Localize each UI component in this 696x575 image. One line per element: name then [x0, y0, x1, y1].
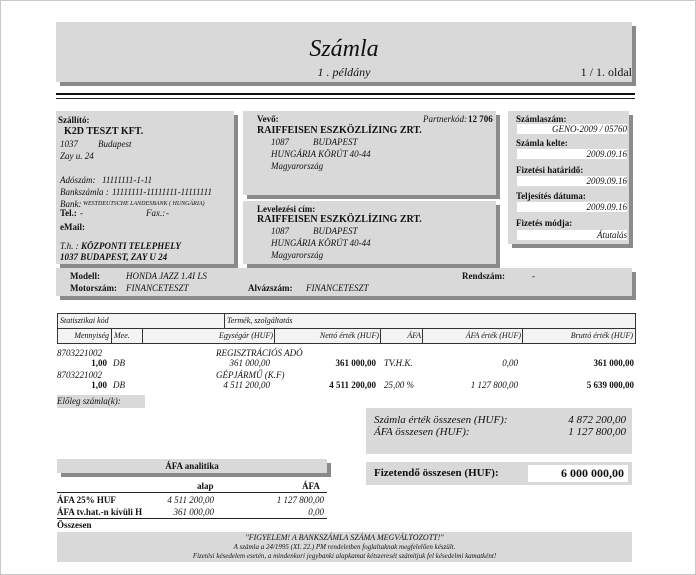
- item-2-vat: 25,00 %: [384, 380, 414, 390]
- item-2-net: 4 511 200,00: [329, 380, 376, 390]
- unit-price-header: Egységár (HUF): [142, 329, 275, 343]
- payment-method-label: Fizetés módja:: [516, 218, 573, 228]
- net-total-label: Számla érték összesen (HUF):: [374, 414, 508, 426]
- vat-total-label: ÁFA összesen (HUF):: [374, 426, 470, 438]
- buyer-label: Vevő:: [257, 114, 279, 124]
- issue-date: 2009.09.16: [517, 149, 627, 159]
- item-1-qty: 1,00: [91, 358, 107, 368]
- separator-double-2: [56, 98, 635, 99]
- partner-code-label: Partnerkód:: [423, 114, 467, 124]
- page-number: 1 / 1. oldal: [580, 65, 632, 79]
- invoice-header: [56, 22, 632, 82]
- due-date-label: Fizetési határidő:: [516, 165, 584, 175]
- item-1-gross: 361 000,00: [593, 358, 634, 368]
- vat-analysis-title: ÁFA analitika: [165, 461, 219, 471]
- engine-value: FINANCETESZT: [126, 283, 189, 293]
- tax-number-label: Adószám:: [60, 175, 96, 185]
- page-title: Számla: [309, 36, 379, 62]
- email-label: eMail:: [60, 222, 85, 232]
- seller-city: Budapest: [98, 139, 132, 149]
- vat-total-rule: [57, 518, 327, 519]
- advance-invoice-label: Előleg számla(k):: [57, 395, 145, 408]
- buyer-country: Magyarország: [271, 161, 324, 171]
- plate-value: -: [532, 271, 535, 281]
- chassis-label: Alvázszám:: [248, 283, 293, 293]
- vehicle-box: [56, 268, 632, 296]
- site-address: 1037 BUDAPEST, ZAY U 24: [60, 252, 168, 262]
- item-2-code: 8703221002: [57, 370, 102, 380]
- vat-row-1-label: ÁFA 25% HUF: [57, 495, 116, 505]
- invoice-number-label: Számlaszám:: [516, 114, 567, 124]
- item-1-code: 8703221002: [57, 348, 102, 358]
- vat-row-2-vat: 0,00: [308, 507, 324, 517]
- item-1-net: 361 000,00: [335, 358, 376, 368]
- bank-account-label: Bankszámla :: [60, 187, 109, 197]
- totals-box: [366, 408, 632, 454]
- unit-header: Mee.: [111, 329, 144, 343]
- table-header-row1: [57, 313, 636, 329]
- item-2-gross: 5 639 000,00: [586, 380, 634, 390]
- seller-street: Zay u. 24: [60, 151, 94, 161]
- vat-row-2-label: ÁFA tv.hat.-n kívüli H: [57, 507, 143, 517]
- qty-header: Mennyiség: [74, 331, 109, 340]
- bank-account: 11111111-11111111-11111111: [112, 187, 212, 197]
- stat-code-header: Statisztikai kód: [60, 316, 109, 325]
- item-1-price: 361 000,00: [229, 358, 270, 368]
- seller-box: [56, 111, 234, 264]
- tel-value: -: [80, 208, 83, 218]
- invoice-info-box: [508, 111, 629, 244]
- performance-date: 2009.09.16: [517, 202, 627, 212]
- buyer-box: [243, 111, 496, 195]
- model-label: Modell:: [70, 271, 100, 281]
- partner-code: 12 706: [468, 114, 493, 124]
- buyer-zip: 1087: [271, 137, 289, 147]
- fax-label: Fax.:: [146, 208, 166, 218]
- item-2-vat-value: 1 127 800,00: [470, 380, 518, 390]
- issue-date-label: Számla kelte:: [516, 138, 568, 148]
- mailing-name: RAIFFEISEN ESZKÖZLÍZING ZRT.: [257, 214, 422, 225]
- site-name: KÖZPONTI TELEPHELY: [81, 241, 181, 251]
- tel-label: Tel.:: [60, 208, 77, 218]
- payment-method: Átutalás: [517, 230, 627, 240]
- model-value: HONDA JAZZ 1.4I LS: [126, 271, 207, 281]
- mailing-label: Levelezési cím:: [257, 204, 316, 214]
- item-1-unit: DB: [113, 358, 125, 368]
- mailing-zip: 1087: [271, 226, 289, 236]
- buyer-name: RAIFFEISEN ESZKÖZLÍZING ZRT.: [257, 125, 422, 136]
- buyer-city: BUDAPEST: [313, 137, 358, 147]
- item-1-name: REGISZTRÁCIÓS ADÓ: [216, 348, 303, 358]
- plate-label: Rendszám:: [462, 271, 505, 281]
- invoice-number: GENO-2009 / 05760: [517, 124, 627, 134]
- footer-line-3: Fizetési késedelem esetén, a mindenkori jegybanki alapkamat kétszeresét számítjuk fel késedelmi kamatként!: [192, 552, 497, 560]
- mailing-street: HUNGÁRIA KÖRÚT 40-44: [271, 238, 371, 248]
- seller-label: Szállító:: [58, 115, 90, 125]
- vat-header: ÁFA: [380, 329, 423, 343]
- footer-line-2: A számla a 24/1995 (XI. 22.) PM rendeletben foglaltaknak megfelelően készült.: [233, 543, 456, 551]
- tax-number: 11111111-1-11: [102, 175, 153, 185]
- net-total-value: 4 872 200,00: [568, 414, 626, 426]
- payable-label: Fizetendő összesen (HUF):: [374, 467, 499, 479]
- vat-value-header: ÁFA érték (HUF): [422, 329, 523, 343]
- net-header: Nettó érték (HUF): [274, 329, 381, 343]
- mailing-country: Magyarország: [271, 250, 324, 260]
- vat-row-1-vat: 1 127 800,00: [276, 495, 324, 505]
- vat-amount-header: ÁFA: [302, 481, 320, 491]
- vat-row-2-base: 361 000,00: [173, 507, 214, 517]
- buyer-street: HUNGÁRIA KÖRÚT 40-44: [271, 149, 371, 159]
- bank-name: WESTDEUTSCHE LANDESBANK ( HUNGÁRIA): [83, 201, 205, 207]
- separator-double-1: [56, 93, 635, 95]
- vat-analysis-title-box: [57, 459, 327, 473]
- product-header: Termék, szolgáltatás: [224, 314, 427, 328]
- engine-label: Motorszám:: [70, 283, 117, 293]
- gross-header: Bruttó érték (HUF): [522, 329, 635, 343]
- due-date: 2009.09.16: [517, 176, 627, 186]
- vat-total-value: 1 127 800,00: [568, 426, 626, 438]
- site-label: T.h. :: [60, 241, 79, 251]
- vat-row-1-base: 4 511 200,00: [167, 495, 214, 505]
- payable-box: [366, 462, 632, 485]
- mailing-city: BUDAPEST: [313, 226, 358, 236]
- bank-label: Bank:: [60, 199, 82, 209]
- item-2-price: 4 511 200,00: [223, 380, 270, 390]
- item-2-name: GÉPJÁRMŰ (K.F): [216, 370, 285, 380]
- chassis-value: FINANCETESZT: [306, 283, 369, 293]
- mailing-box: [243, 201, 496, 264]
- fax-value: -: [166, 208, 169, 218]
- vat-analysis-total-label: Összesen: [57, 520, 92, 530]
- vat-analysis-rule: [57, 492, 327, 493]
- item-1-vat: TV.H.K.: [384, 358, 413, 368]
- item-1-vat-value: 0,00: [502, 358, 518, 368]
- footer-line-1: "FIGYELEM! A BANKSZÁMLA SZÁMA MEGVÁLTOZOTT!": [245, 533, 444, 542]
- seller-name: K2D TESZT KFT.: [64, 126, 144, 137]
- performance-date-label: Teljesítés dátuma:: [516, 191, 586, 201]
- footer-box: [57, 532, 632, 562]
- copy-number: 1 . példány: [317, 65, 371, 79]
- vat-base-header: alap: [197, 481, 214, 491]
- seller-zip: 1037: [60, 139, 78, 149]
- item-2-unit: DB: [113, 380, 125, 390]
- payable-value: 6 000 000,00: [528, 465, 628, 482]
- table-header-row2: [57, 328, 636, 344]
- item-2-qty: 1,00: [91, 380, 107, 390]
